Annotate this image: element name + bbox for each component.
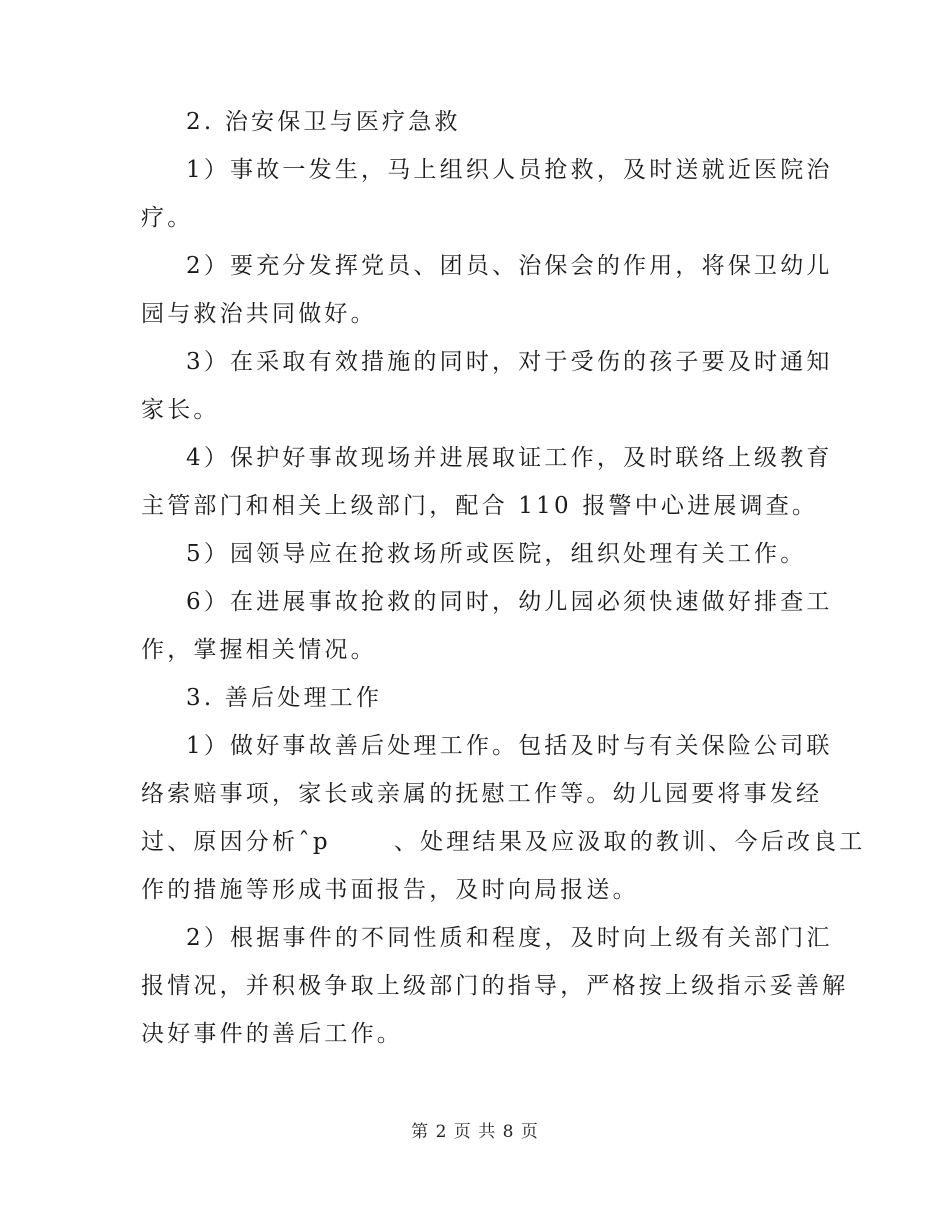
paragraph-line: 5）园领导应在抢救场所或医院，组织处理有关工作。 xyxy=(186,541,807,567)
page-number-footer: 第 2 页 共 8 页 xyxy=(411,1122,539,1142)
paragraph-line: 主管部门和相关上级部门，配合 110 报警中心进展调查。 xyxy=(141,493,819,519)
paragraph-line: 3）在采取有效措施的同时，对于受伤的孩子要及时通知 xyxy=(186,349,833,375)
paragraph-line: 1）事故一发生，马上组织人员抢救，及时送就近医院治 xyxy=(186,157,833,183)
paragraph-line: 家长。 xyxy=(141,397,220,423)
paragraph-line: 4）保护好事故现场并进展取证工作，及时联络上级教育 xyxy=(186,445,833,471)
paragraph-line: 络索赔事项，家长或亲属的抚慰工作等。幼儿园要将事发经 xyxy=(141,781,823,807)
paragraph-line: 作，掌握相关情况。 xyxy=(141,637,377,663)
section-heading: 3. 善后处理工作 xyxy=(186,685,383,711)
paragraph-line: 2）根据事件的不同性质和程度，及时向上级有关部门汇 xyxy=(186,925,833,951)
paragraph-line: 过、原因分析ˆp 、处理结果及应汲取的教训、今后改良工 xyxy=(141,829,866,855)
paragraph-line: 决好事件的善后工作。 xyxy=(141,1021,403,1047)
paragraph-line: 疗。 xyxy=(141,205,194,231)
paragraph-line: 1）做好事故善后处理工作。包括及时与有关保险公司联 xyxy=(186,733,833,759)
section-heading: 2. 治安保卫与医疗急救 xyxy=(186,109,461,135)
paragraph-line: 作的措施等形成书面报告，及时向局报送。 xyxy=(141,877,639,903)
paragraph-line: 园与救治共同做好。 xyxy=(141,301,377,327)
paragraph-line: 报情况，并积极争取上级部门的指导，严格按上级指示妥善解 xyxy=(141,973,849,999)
paragraph-line: 2）要充分发挥党员、团员、治保会的作用，将保卫幼儿 xyxy=(186,253,833,279)
paragraph-line: 6）在进展事故抢救的同时，幼儿园必须快速做好排查工 xyxy=(186,589,833,615)
